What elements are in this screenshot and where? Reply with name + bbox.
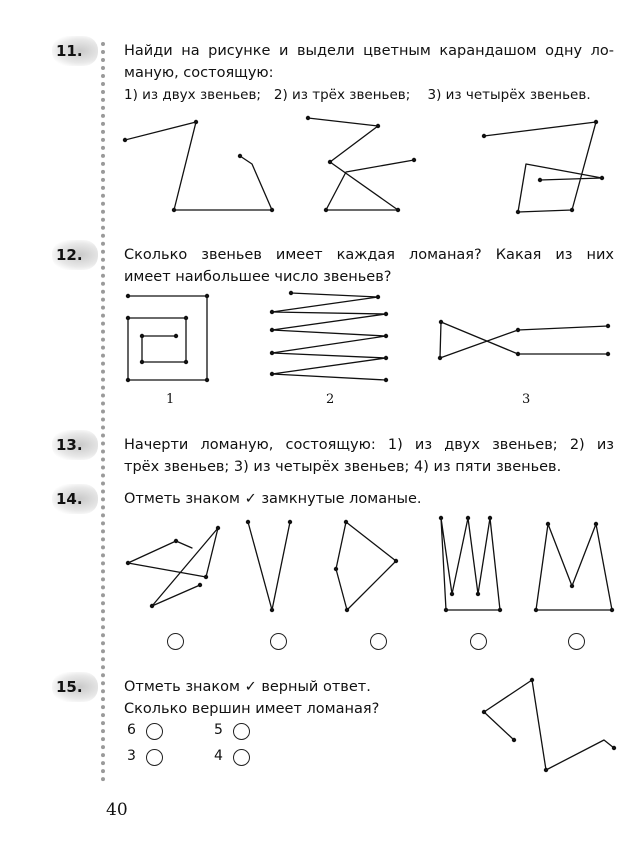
answer-6-label: 6 (127, 722, 136, 738)
answer-3-label: 3 (127, 748, 136, 764)
task-13-number: 13. (52, 430, 98, 460)
task-12-number: 12. (52, 240, 98, 270)
answer-4-label: 4 (214, 748, 223, 764)
t14-figure-1-vertices (126, 526, 220, 608)
figure-1-label: 1 (166, 392, 175, 407)
task-11-line1: Найди на рисунке и выдели цветным карандашом одну ло- (124, 43, 614, 59)
task-15-line1: Отметь знаком ✓ верный ответ. (124, 679, 371, 695)
t14-figure-5 (536, 524, 612, 610)
t12-figure-2 (272, 293, 386, 380)
task-12-line2: имеет наибольшее число звеньев? (124, 269, 392, 285)
t11-line-c (484, 122, 602, 212)
t14-figure-3 (336, 522, 396, 610)
task-14-number: 14. (52, 484, 98, 514)
task-14-line1: Отметь знаком ✓ замкнутые ломаные. (124, 491, 422, 507)
task-11-number: 11. (52, 36, 98, 66)
t11-line-a (125, 122, 272, 210)
t15-vertices (482, 678, 616, 772)
task-11-polylines (123, 116, 604, 214)
task-12-line1: Сколько звеньев имеет каждая ломаная? Какая из них (124, 247, 614, 263)
page-number: 40 (106, 800, 128, 820)
t12-figure-1-vertices (126, 294, 209, 382)
t14-figure-2 (248, 522, 290, 610)
task-11-line2: маную, состоящую: (124, 65, 274, 81)
t11-line-b (308, 118, 414, 210)
t12-figure-3 (440, 322, 608, 358)
figure-2-label: 2 (326, 392, 335, 407)
t12-figure-1 (128, 296, 207, 380)
task-15-number: 15. (52, 672, 98, 702)
task-11-option-2: 2) из трёх звеньев; (273, 87, 411, 103)
t14-figure-1 (128, 528, 218, 606)
t14-figure-4 (441, 518, 500, 610)
task-11-option-1: 1) из двух звеньев; (124, 87, 261, 103)
task-13-line2: трёх звеньев; 3) из четырёх звеньев; 4) из пяти звеньев. (124, 459, 562, 475)
answer-5-label: 5 (214, 722, 223, 738)
task-11-option-3: 3) из четырёх звеньев. (427, 87, 591, 103)
figure-3-label: 3 (522, 392, 531, 407)
task-15-line2: Сколько вершин имеет ломаная? (124, 701, 380, 717)
task-13-line1: Начерти ломаную, состоящую: 1) из двух звеньев; 2) из (124, 437, 614, 453)
t15-polyline (484, 680, 614, 770)
